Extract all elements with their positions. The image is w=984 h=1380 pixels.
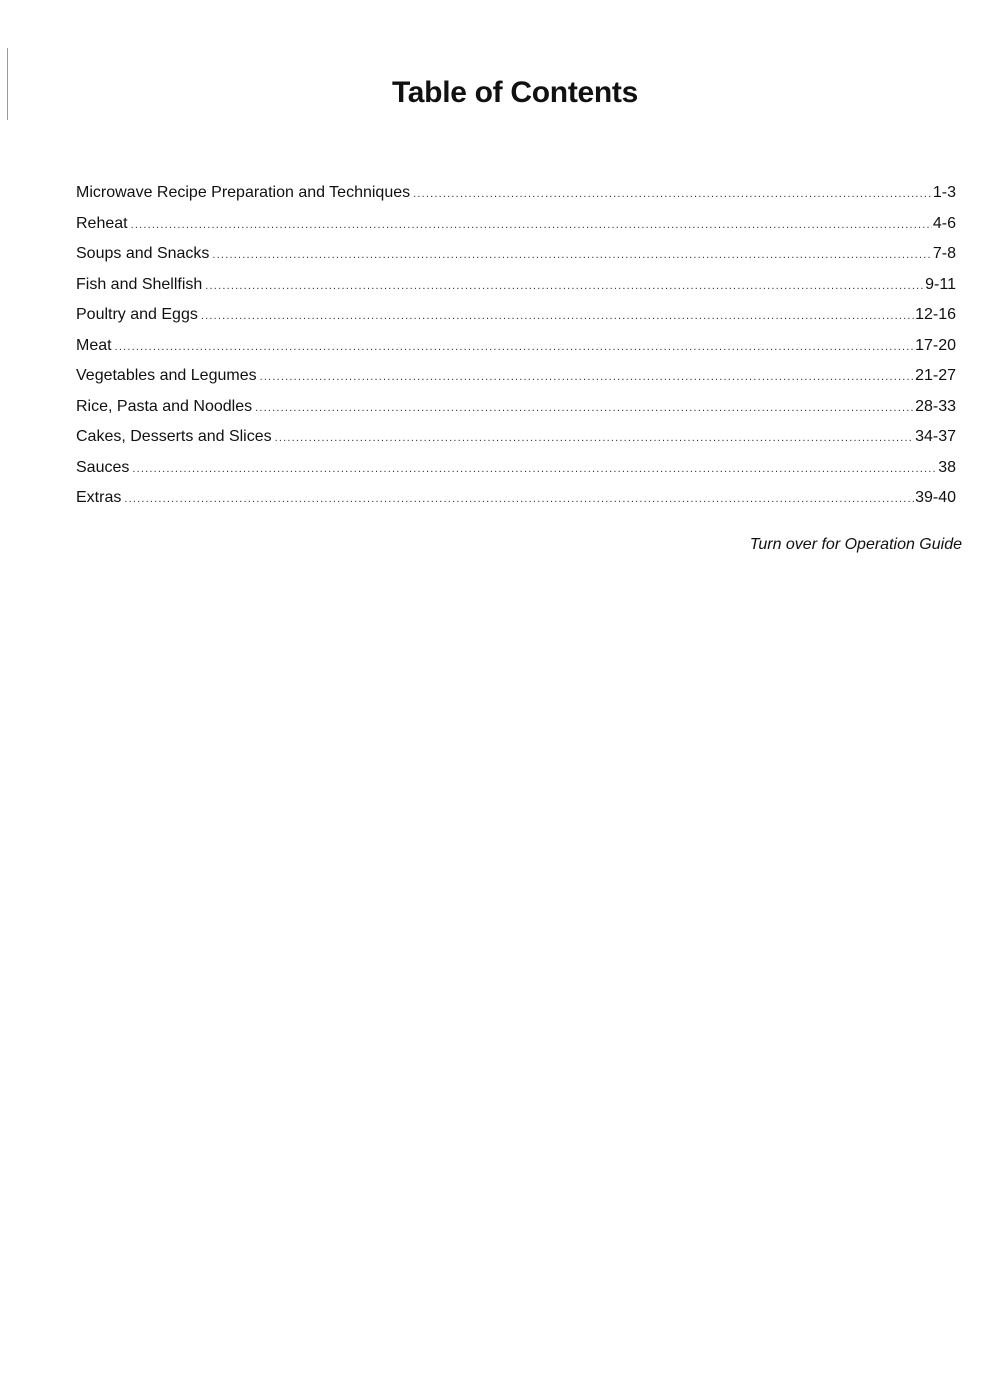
- toc-entry: [76, 483, 956, 514]
- dot-leader: [131, 210, 932, 241]
- toc-entry: [76, 270, 956, 301]
- toc-entry: [76, 331, 956, 362]
- dot-leader: [255, 393, 914, 424]
- toc-entry-pages: 39-40: [915, 489, 956, 506]
- toc-entry-pages: 38: [938, 458, 956, 476]
- toc-entry-label: Poultry and Eggs: [76, 306, 198, 323]
- dot-leader: [205, 271, 924, 302]
- toc-entry: [76, 239, 956, 270]
- toc-entry-pages: 34-37: [915, 428, 956, 445]
- toc-entry-label: Reheat: [76, 214, 128, 232]
- dot-leader: [124, 484, 914, 515]
- dot-leader: [260, 362, 914, 393]
- toc-entry: [76, 209, 956, 240]
- toc-entry-label: Sauces: [76, 458, 130, 476]
- toc-entry-pages: 4-6: [932, 214, 956, 232]
- toc-entry-label: Extras: [76, 489, 122, 506]
- toc-entry-pages: 1-3: [932, 184, 956, 201]
- toc-entry-pages: 17-20: [915, 336, 956, 354]
- toc-entry: [76, 392, 956, 423]
- footer-note: Turn over for Operation Guide: [749, 536, 962, 553]
- toc-entry: [76, 422, 956, 453]
- toc-entry: [76, 300, 956, 331]
- dot-leader: [212, 240, 931, 271]
- toc-entry: [76, 178, 956, 209]
- dot-leader: [115, 332, 915, 363]
- toc-entry: [76, 361, 956, 392]
- dot-leader: [275, 423, 914, 454]
- toc-entry-pages: 9-11: [925, 275, 956, 293]
- toc-entry-pages: 28-33: [915, 397, 956, 415]
- toc-entry-label: Rice, Pasta and Noodles: [76, 397, 253, 415]
- dot-leader: [201, 301, 914, 332]
- toc-entry-pages: 7-8: [932, 245, 956, 262]
- toc-entry-pages: 21-27: [915, 367, 956, 384]
- toc-entry-pages: 12-16: [915, 306, 956, 323]
- page-title: Table of Contents: [391, 76, 638, 109]
- toc-entry-label: Microwave Recipe Preparation and Techniques: [76, 184, 411, 201]
- dot-leader: [132, 454, 937, 485]
- table-of-contents: [76, 178, 956, 514]
- toc-entry-label: Vegetables and Legumes: [76, 367, 257, 384]
- toc-entry: [76, 453, 956, 484]
- toc-entry-label: Cakes, Desserts and Slices: [76, 428, 272, 445]
- toc-entry-label: Soups and Snacks: [76, 245, 210, 262]
- toc-entry-label: Meat: [76, 336, 112, 354]
- toc-entry-label: Fish and Shellfish: [76, 275, 203, 293]
- dot-leader: [413, 179, 932, 210]
